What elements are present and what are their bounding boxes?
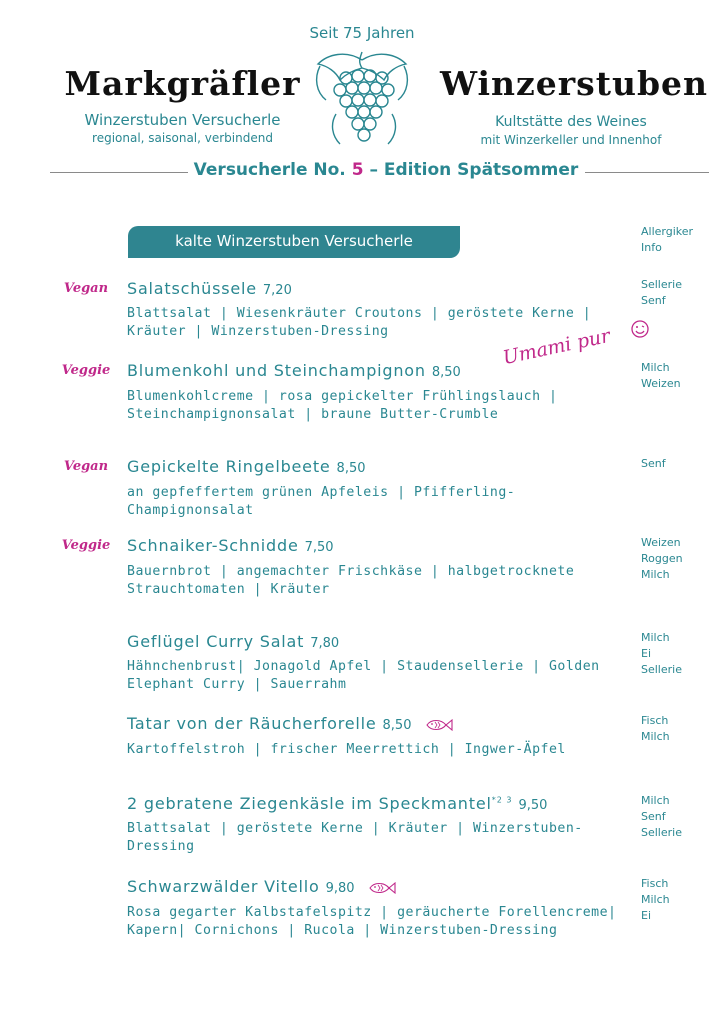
allergen: Milch (641, 893, 670, 906)
allergen: Senf (641, 294, 666, 307)
allergen: Fisch (641, 714, 669, 727)
section-banner: kalte Winzerstuben Versucherle (128, 226, 460, 258)
item-description: Blumenkohlcreme | rosa gepickelter Frühlingslauch | Steinchampignonsalat | braune Butter-Crumble (127, 389, 558, 422)
item-description: Rosa gegarter Kalbstafelspitz | geräucherte Forellencreme| Kapern| Cornichons | Rucola | Winzerstuben-Dressing (127, 905, 617, 938)
vegan-tag: Vegan (63, 459, 109, 474)
menu-item-title (127, 279, 292, 298)
item-name: Gepickelte Ringelbeete (127, 457, 331, 476)
divider-left (50, 172, 188, 173)
allergen: Senf (641, 810, 666, 823)
allergen: Senf (641, 457, 666, 470)
allergen: Weizen (641, 536, 681, 549)
item-description: Blattsalat | Wiesenkräuter Croutons | geröstete Kerne | Kräuter | Winzerstuben-Dressing (127, 306, 592, 339)
item-description: Bauernbrot | angemachter Frischkäse | halbgetrocknete Strauchtomaten | Kräuter (127, 564, 575, 597)
item-name: Geflügel Curry Salat (127, 632, 305, 651)
item-price: 7,80 (310, 636, 340, 651)
item-name: Salatschüssele (127, 279, 257, 298)
allergy-list (641, 876, 670, 924)
item-name: Blumenkohl und Steinchampignon (127, 361, 426, 380)
umami-text: Umami pur (500, 324, 613, 370)
item-name: Schwarzwälder Vitello (127, 877, 320, 896)
menu-item-title (127, 714, 453, 733)
allergy-list (641, 630, 682, 678)
edition-title (190, 160, 582, 180)
item-price: 8,50 (431, 365, 461, 380)
right-tagline: mit Winzerkeller und Innenhof (480, 133, 662, 147)
edition-suffix: – Edition Spätsommer (369, 160, 579, 180)
allergy-list (641, 456, 666, 472)
item-price: 7,50 (304, 540, 334, 555)
menu-item-title (127, 361, 461, 380)
item-footnote: *2 3 (491, 795, 513, 805)
since-text: Seit 75 Jahren (309, 24, 415, 42)
allergy-list (641, 535, 683, 583)
left-tagline: regional, saisonal, verbindend (92, 131, 273, 145)
vegan-tag: Vegan (63, 281, 109, 296)
veggie-tag: Veggie (61, 363, 111, 378)
menu-item-title (127, 877, 396, 896)
allergy-header-line1: Allergiker (641, 225, 694, 238)
right-subtitle: Kultstätte des Weines (495, 114, 647, 130)
menu-item-title (127, 632, 339, 651)
edition-number: 5 (351, 160, 364, 180)
allergy-header (641, 224, 693, 256)
fish-icon (425, 718, 453, 732)
item-description: Kartoffelstroh | frischer Meerrettich | Ingwer-Äpfel (127, 742, 566, 757)
allergen: Milch (641, 361, 670, 374)
allergen: Fisch (641, 877, 669, 890)
item-name: 2 gebratene Ziegenkäsle im Speckmantel (127, 794, 492, 813)
item-description: Hähnchenbrust| Jonagold Apfel | Staudensellerie | Golden Elephant Curry | Sauerrahm (127, 659, 600, 692)
allergen: Weizen (641, 377, 681, 390)
allergen: Milch (641, 794, 670, 807)
grapes-icon (306, 44, 418, 156)
allergen: Roggen (641, 552, 683, 565)
allergen: Milch (641, 568, 670, 581)
allergy-list (641, 277, 682, 309)
item-name: Schnaiker-Schnidde (127, 536, 299, 555)
allergen: Ei (641, 909, 652, 922)
allergy-list (641, 360, 681, 392)
brand-right: Winzerstuben (440, 64, 709, 103)
item-description: an gepfeffertem grünen Apfeleis | Pfifferling-Champignonsalat (127, 485, 516, 518)
item-name: Tatar von der Räucherforelle (127, 714, 377, 733)
veggie-tag: Veggie (61, 538, 111, 553)
allergen: Sellerie (641, 826, 682, 839)
fish-icon (368, 881, 396, 895)
divider-right (585, 172, 709, 173)
allergen: Sellerie (641, 278, 682, 291)
item-price: 9,80 (325, 881, 355, 896)
allergen: Milch (641, 631, 670, 644)
item-price: 9,50 (518, 798, 548, 813)
item-description: Blattsalat | geröstete Kerne | Kräuter | Winzerstuben-Dressing (127, 821, 583, 854)
allergy-list (641, 793, 682, 841)
menu-item-title (127, 794, 547, 813)
allergy-list (641, 713, 670, 745)
allergy-header-line2: Info (641, 241, 662, 254)
item-price: 8,50 (336, 461, 366, 476)
edition-prefix: Versucherle No. (193, 160, 346, 180)
item-price: 7,20 (262, 283, 292, 298)
allergen: Milch (641, 730, 670, 743)
brand-left: Markgräfler (64, 64, 301, 103)
menu-item-title (127, 536, 334, 555)
item-price: 8,50 (382, 718, 412, 733)
menu-item-title (127, 457, 366, 476)
allergen: Sellerie (641, 663, 682, 676)
left-subtitle: Winzerstuben Versucherle (84, 111, 281, 129)
allergen: Ei (641, 647, 652, 660)
